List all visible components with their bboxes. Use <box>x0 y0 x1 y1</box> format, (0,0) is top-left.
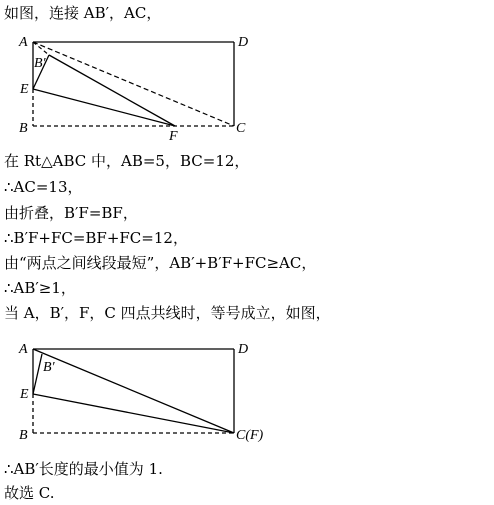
solution-line-9: 故选 C. <box>4 484 55 502</box>
solution-line-4: ∴B′F+FC=BF+FC=12， <box>4 229 188 247</box>
label-C-F: C(F) <box>236 428 264 443</box>
segment-AC-dashed <box>33 42 234 126</box>
segment-EF <box>33 89 175 126</box>
label-E: E <box>20 387 29 402</box>
solution-line-1: 在 Rt△ABC 中，AB=5，BC=12， <box>4 152 250 170</box>
label-F: F <box>169 129 178 144</box>
segment-EC <box>33 394 234 433</box>
figure-1 <box>0 26 494 144</box>
solution-line-5: 由“两点之间线段最短”，AB′+B′F+FC≥AC， <box>4 254 317 272</box>
label-C: C <box>236 121 246 136</box>
label-D: D <box>238 342 249 357</box>
label-A: A <box>19 342 28 357</box>
solution-line-6: ∴AB′≥1， <box>4 279 76 297</box>
label-B-prime: B′ <box>43 360 55 375</box>
figure-2-diagram <box>0 333 494 451</box>
segment-AB-prime-dashed <box>33 42 49 55</box>
label-A: A <box>19 35 28 50</box>
solution-line-7: 当 A，B′，F，C 四点共线时，等号成立，如图， <box>4 304 331 322</box>
segment-B-prime-F <box>49 55 175 126</box>
label-B: B <box>19 428 28 443</box>
label-B-prime: B′ <box>34 56 46 71</box>
solution-line-8: ∴AB′长度的最小值为 1. <box>4 460 163 478</box>
segment-EB-prime <box>33 354 42 394</box>
solution-intro: 如图，连接 AB′，AC， <box>4 4 162 22</box>
label-D: D <box>238 35 249 50</box>
label-B: B <box>19 121 28 136</box>
figure-1-diagram <box>0 26 494 144</box>
solution-line-2: ∴AC=13， <box>4 178 83 196</box>
label-E: E <box>20 82 29 97</box>
figure-2 <box>0 333 494 451</box>
segment-AC <box>33 349 234 433</box>
solution-line-3: 由折叠，B′F=BF， <box>4 204 138 222</box>
